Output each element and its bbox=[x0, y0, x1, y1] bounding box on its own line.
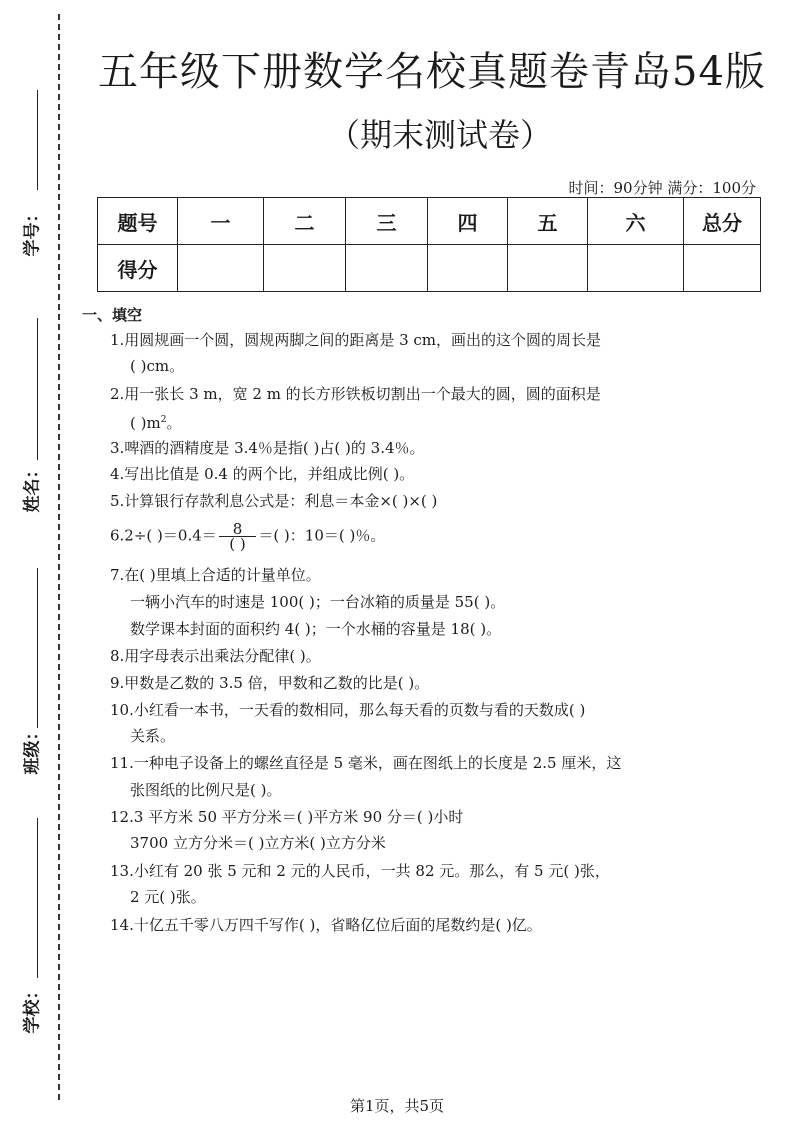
question-9: 9.甲数是乙数的 3.5 倍，甲数和乙数的比是( )。 bbox=[110, 674, 430, 692]
question-8: 8.用字母表示出乘法分配律( )。 bbox=[110, 647, 321, 665]
score-cell[interactable] bbox=[178, 245, 264, 292]
question-6-post: ＝( )：10＝( )％。 bbox=[258, 526, 386, 545]
question-12-line-2: 3700 立方分米＝( )立方米( )立方分米 bbox=[130, 834, 386, 852]
question-6 bbox=[110, 522, 720, 551]
name-blank bbox=[37, 318, 38, 460]
score-cell[interactable] bbox=[508, 245, 588, 292]
score-header-cell: 二 bbox=[264, 198, 346, 245]
score-cell[interactable] bbox=[264, 245, 346, 292]
question-10-line-2: 关系。 bbox=[130, 727, 176, 745]
cut-line bbox=[58, 14, 60, 1100]
score-cell[interactable] bbox=[346, 245, 428, 292]
question-7-line-2: 一辆小汽车的时速是 100( )；一台冰箱的质量是 55( )。 bbox=[130, 593, 506, 611]
question-1-line-2: ( )cm。 bbox=[130, 357, 185, 375]
question-4: 4.写出比值是 0.4 的两个比，并组成比例( )。 bbox=[110, 465, 415, 483]
student-id-label: 学号： bbox=[22, 205, 43, 257]
question-6-pre: 6.2÷( )＝0.4＝ bbox=[110, 526, 217, 545]
question-10-line-1: 10.小红看一本书，一天看的数相同，那么每天看的页数与看的天数成( ) bbox=[110, 701, 586, 719]
page-title: 五年级下册数学名校真题卷青岛54版 bbox=[98, 49, 766, 95]
question-12-line-1: 12.3 平方米 50 平方分米＝( )平方米 90 分＝( )小时 bbox=[110, 808, 464, 826]
question-1-line-1: 1.用圆规画一个圆，圆规两脚之间的距离是 3 cm，画出的这个圆的周长是 bbox=[110, 331, 602, 349]
score-row-label: 得分 bbox=[98, 245, 178, 292]
student-id-blank bbox=[37, 90, 38, 190]
class-label: 班级： bbox=[22, 723, 43, 775]
exam-meta: 时间：90分钟 满分：100分 bbox=[568, 179, 756, 197]
question-3: 3.啤酒的酒精度是 3.4％是指( )占( )的 3.4％。 bbox=[110, 439, 425, 457]
question-11-line-2: 张图纸的比例尺是( )。 bbox=[130, 781, 282, 799]
score-header-cell: 五 bbox=[508, 198, 588, 245]
class-blank bbox=[37, 568, 38, 728]
question-7-line-1: 7.在( )里填上合适的计量单位。 bbox=[110, 566, 321, 584]
score-header-cell: 总分 bbox=[684, 198, 761, 245]
question-13-line-2: 2 元( )张。 bbox=[130, 888, 206, 906]
school-blank bbox=[37, 818, 38, 978]
page-subtitle: （期末测试卷） bbox=[327, 116, 552, 154]
page-footer: 第1页，共5页 bbox=[349, 1097, 445, 1115]
score-header-cell: 三 bbox=[346, 198, 428, 245]
question-2-line-1: 2.用一张长 3 m，宽 2 m 的长方形铁板切割出一个最大的圆，圆的面积是 bbox=[110, 385, 601, 403]
binding-margin bbox=[0, 0, 70, 1123]
score-cell[interactable] bbox=[428, 245, 508, 292]
score-table-header-row bbox=[98, 198, 761, 245]
score-header-cell: 六 bbox=[588, 198, 684, 245]
score-table-score-row bbox=[98, 245, 761, 292]
superscript: 2 bbox=[160, 415, 167, 425]
question-11-line-1: 11.一种电子设备上的螺丝直径是 5 毫米，画在图纸上的长度是 2.5 厘米，这 bbox=[110, 754, 622, 772]
question-2-text: ( )m bbox=[130, 414, 161, 432]
question-14: 14.十亿五千零八万四千写作( )，省略亿位后面的尾数约是( )亿。 bbox=[110, 916, 542, 934]
question-2-end: 。 bbox=[166, 414, 182, 432]
score-cell[interactable] bbox=[588, 245, 684, 292]
score-header-cell: 题号 bbox=[98, 198, 178, 245]
score-table bbox=[97, 197, 761, 292]
name-label: 姓名： bbox=[22, 461, 43, 513]
score-header-cell: 一 bbox=[178, 198, 264, 245]
school-label: 学校： bbox=[22, 982, 43, 1034]
question-2-line-2 bbox=[130, 407, 740, 436]
fraction-denominator: ( ) bbox=[229, 535, 246, 553]
fraction-numerator: 8 bbox=[219, 522, 257, 537]
score-cell[interactable] bbox=[684, 245, 761, 292]
question-13-line-1: 13.小红有 20 张 5 元和 2 元的人民币，一共 82 元。那么，有 5 元( )张， bbox=[110, 862, 610, 880]
section-heading-fill-in: 一、填空 bbox=[82, 306, 143, 324]
fraction bbox=[219, 522, 257, 551]
question-7-line-3: 数学课本封面的面积约 4( )；一个水桶的容量是 18( )。 bbox=[130, 620, 502, 638]
score-header-cell: 四 bbox=[428, 198, 508, 245]
question-5: 5.计算银行存款利息公式是：利息＝本金×( )×( ) bbox=[110, 492, 438, 510]
